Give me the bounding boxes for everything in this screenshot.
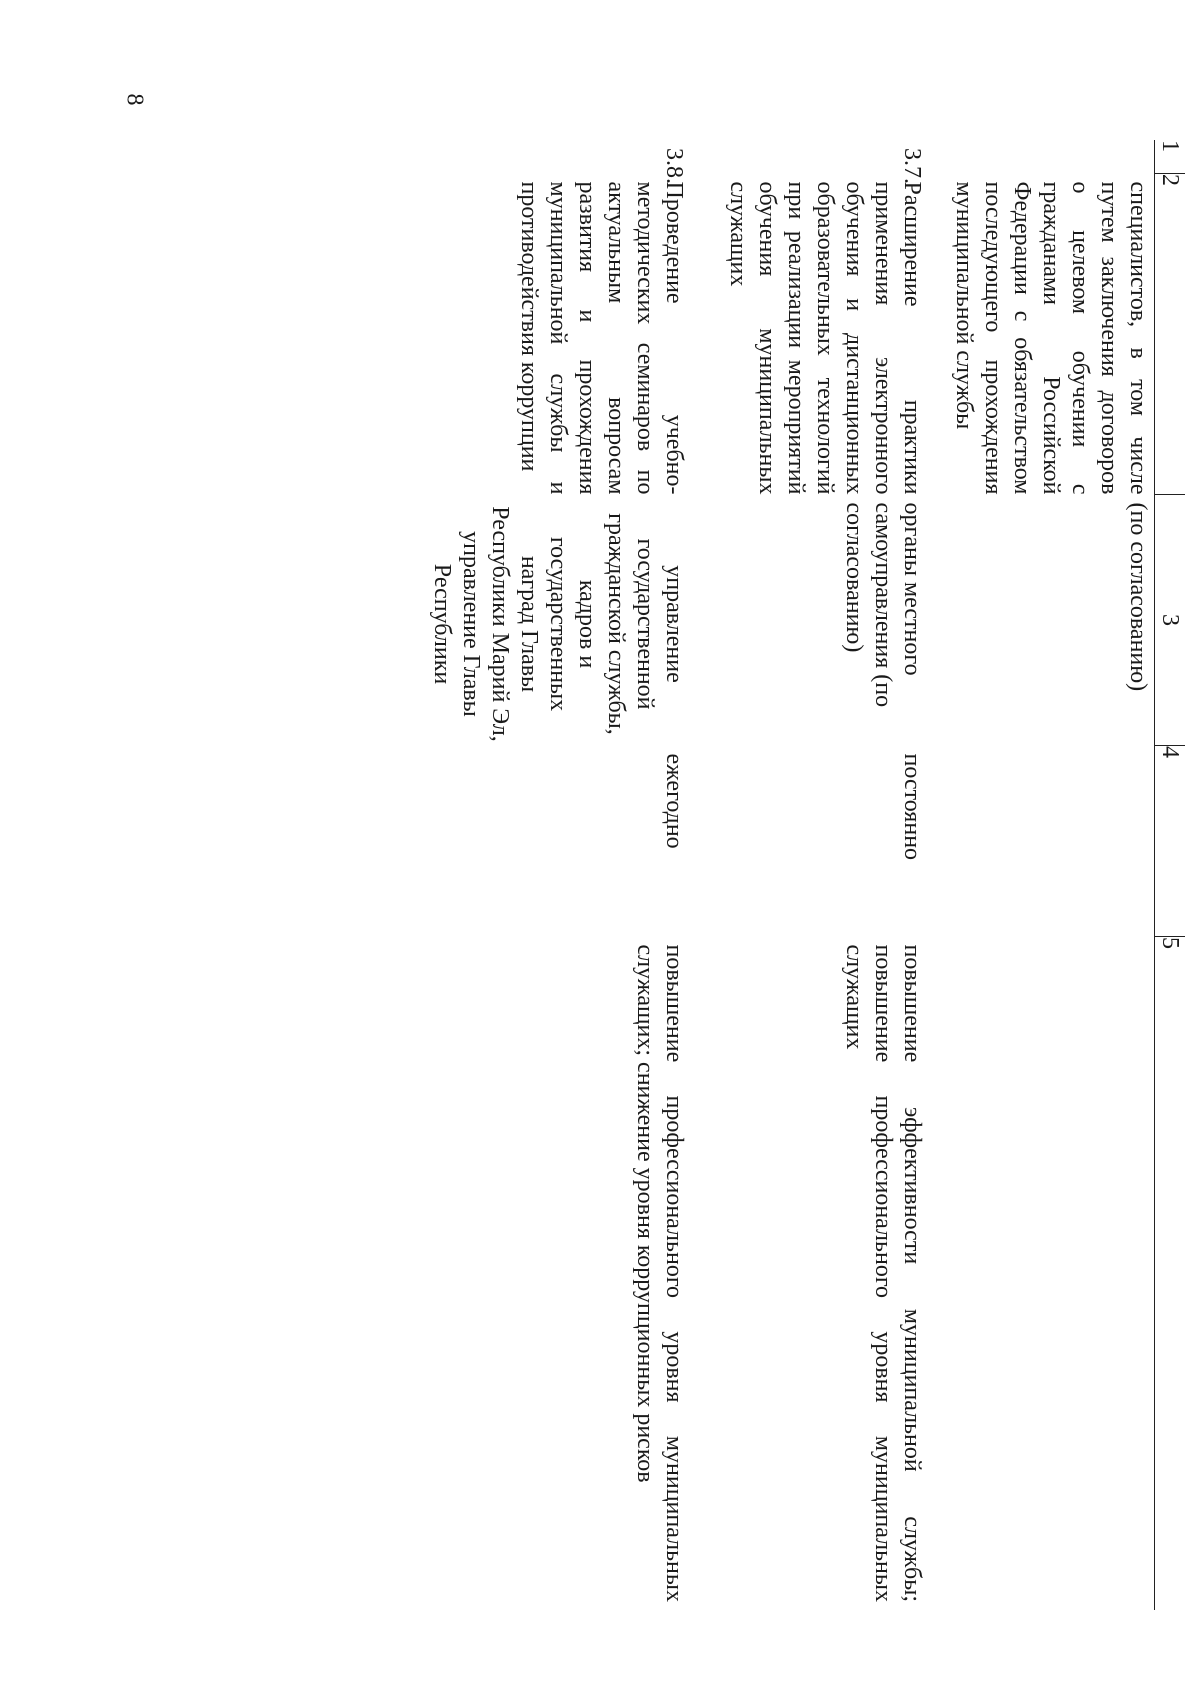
term-cell: постоянно [899,753,925,861]
measure-cell: Проведение учебно-методических семинаров по актуальным вопросам развития и прохождения муниципальной службы и противодействия коррупции [516,181,687,495]
column-header-4: 4 [1155,746,1186,937]
column-header-2: 2 [1155,174,1186,495]
column-header-5: 5 [1155,937,1186,1611]
executor-cell: управление государственной гражданской службы, кадров и государственных наград Главы Республики Марий Эл, управление Главы Республики [429,506,687,742]
table-container [220,140,1185,1610]
row-number [932,140,1155,174]
table-row [694,140,932,1610]
column-header-1: 1 [1155,140,1186,174]
measure-cell: Расширение практики применения электронного обучения и дистанционных образовательных технологий при реализации мероприятий обучения муниципальных служащих [725,181,925,495]
executor-cell: (по согласованию) [1125,502,1151,692]
table-row [328,140,694,1610]
result-cell [932,937,1155,1611]
header-row [1155,140,1186,1610]
term-cell: ежегодно [661,753,687,849]
result-cell: повышение профессионального уровня муниципальных служащих; снижение уровня коррупционных рисков [632,944,687,1602]
result-cell: повышение эффективности муниципальной службы; повышение профессионального уровня муниципальных служащих [841,944,925,1602]
table-row [932,140,1155,1610]
row-number: 3.8. [661,148,687,184]
measure-cell: специалистов, в том числе путем заключения договоров о целевом обучении с гражданами Российской Федерации с обязательством последующего прохождения муниципальной службы [951,181,1151,495]
executor-cell: органы местного самоуправления (по согласованию) [841,502,925,708]
term-cell [932,746,1155,937]
column-header-3: 3 [1155,495,1186,746]
page-number: 8 [121,93,148,106]
row-number: 3.7. [899,148,925,184]
measures-table [328,140,1185,1610]
